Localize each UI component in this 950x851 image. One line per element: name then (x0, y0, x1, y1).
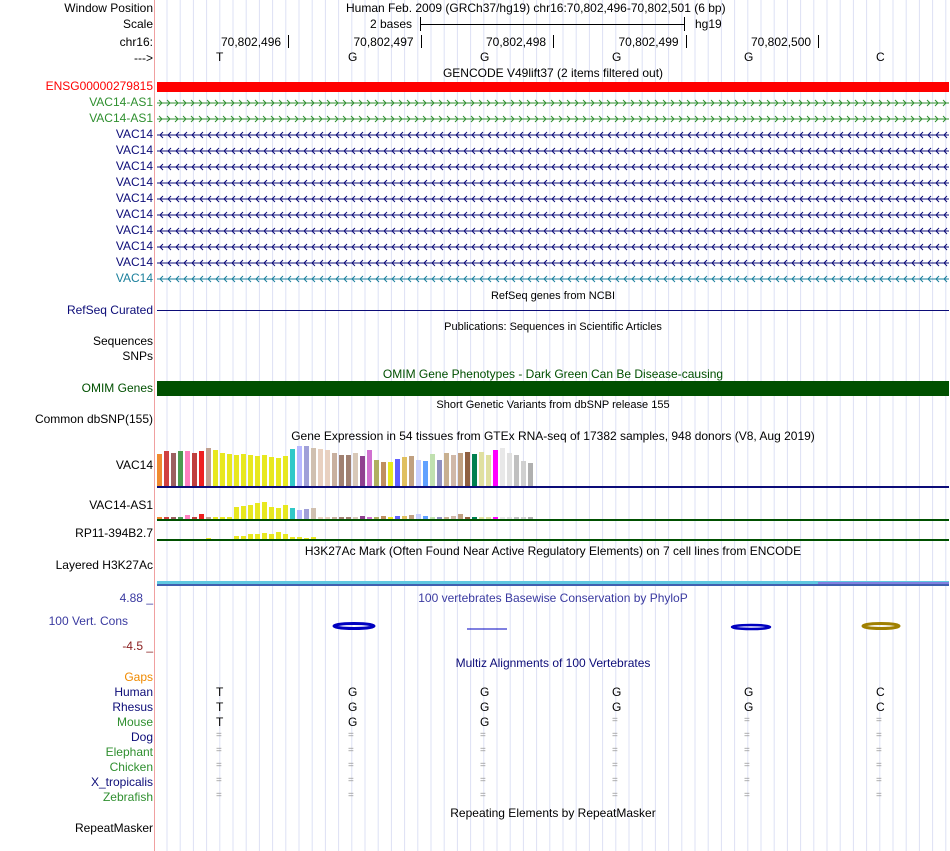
gtex-tissue-bar[interactable] (269, 507, 274, 519)
ruler-position-label: 70,802,498 (486, 35, 547, 49)
multiz-base: = (876, 745, 882, 756)
gtex-row-label[interactable]: RP11-394B2.7 (75, 526, 153, 540)
gtex-tissue-bar[interactable] (318, 517, 323, 519)
multiz-base: = (480, 760, 486, 771)
gtex-tissue-bar[interactable] (479, 452, 484, 486)
gtex-tissue-bar[interactable] (486, 455, 491, 486)
phylop-logo-g1 (334, 624, 374, 629)
gtex-tissue-bar[interactable] (234, 455, 239, 486)
gtex-tissue-bar[interactable] (234, 536, 239, 539)
gtex-tissue-bar[interactable] (199, 514, 204, 519)
ruler-position-label: 70,802,496 (221, 35, 282, 49)
phylop-glyphs (155, 600, 950, 650)
label-separator (154, 0, 155, 851)
h3k27ac-signal-right (818, 582, 949, 584)
phylop-track-title: 100 vertebrates Basewise Conservation by PhyloP (418, 591, 688, 605)
gtex-tissue-bar[interactable] (283, 456, 288, 486)
gtex-tissue-bar[interactable] (409, 515, 414, 519)
multiz-base: = (744, 775, 750, 786)
scale-bar (420, 24, 685, 25)
gtex-tissue-bar[interactable] (255, 503, 260, 519)
gtex-tissue-bar[interactable] (213, 517, 218, 519)
multiz-base: T (216, 700, 224, 714)
gtex-tissue-bar[interactable] (290, 508, 295, 519)
gtex-tissue-bar[interactable] (437, 460, 442, 486)
strand-label: ---> (134, 51, 153, 65)
multiz-base: = (612, 715, 618, 726)
gtex-tissue-bar[interactable] (178, 451, 183, 486)
gencode-transcript-line[interactable] (157, 207, 949, 222)
gtex-tissue-bar[interactable] (346, 455, 351, 486)
gtex-tissue-bar[interactable] (171, 517, 176, 519)
gtex-tissue-bar[interactable] (297, 446, 302, 486)
phylop-track-label[interactable]: 100 Vert. Cons (48, 614, 128, 628)
gtex-tissue-bar[interactable] (248, 505, 253, 519)
window-position-label: Window Position (64, 1, 153, 15)
sequences-track-label[interactable]: Sequences (92, 334, 153, 348)
gtex-tissue-bar[interactable] (206, 517, 211, 519)
gencode-track-title: GENCODE V49lift37 (2 items filtered out) (442, 66, 664, 80)
gtex-tissue-bar[interactable] (297, 510, 302, 519)
multiz-base: = (876, 730, 882, 741)
ruler-tick (288, 35, 289, 48)
gtex-tissue-bar[interactable] (304, 509, 309, 519)
gencode-transcript-line[interactable] (157, 127, 949, 142)
multiz-base: = (348, 790, 354, 801)
gtex-tissue-bar[interactable] (430, 454, 435, 486)
gencode-row-label[interactable]: VAC14 (115, 143, 153, 157)
gtex-tissue-bar[interactable] (290, 537, 295, 539)
omim-track-label[interactable]: OMIM Genes (81, 381, 153, 395)
scale-bar-left-tick (420, 17, 421, 31)
multiz-base: G (612, 685, 622, 699)
multiz-base: = (216, 745, 222, 756)
gtex-tissue-bar[interactable] (304, 538, 309, 539)
gtex-tissue-bar[interactable] (423, 461, 428, 486)
gtex-tissue-bar[interactable] (346, 517, 351, 519)
gtex-row-label[interactable]: VAC14-AS1 (89, 498, 153, 512)
multiz-base: = (876, 715, 882, 726)
gtex-tissue-bar[interactable] (276, 458, 281, 486)
gtex-tissue-bar[interactable] (269, 534, 274, 539)
gencode-row-label[interactable]: VAC14 (115, 159, 153, 173)
gencode-row-label[interactable]: VAC14 (115, 223, 153, 237)
gencode-row-label[interactable]: VAC14-AS1 (89, 95, 153, 109)
gtex-tissue-bar[interactable] (311, 448, 316, 486)
repeatmasker-track-label[interactable]: RepeatMasker (74, 821, 153, 835)
sequence-base: C (876, 50, 885, 64)
gtex-tissue-bar[interactable] (444, 517, 449, 519)
gtex-tissue-bar[interactable] (185, 515, 190, 519)
gtex-tissue-bar[interactable] (276, 508, 281, 519)
multiz-species-label[interactable]: Dog (130, 730, 153, 744)
multiz-base: = (216, 730, 222, 741)
multiz-track-title: Multiz Alignments of 100 Vertebrates (455, 656, 651, 670)
phylop-max-label: 4.88 _ (119, 591, 153, 605)
assembly-position-text: Human Feb. 2009 (GRCh37/hg19) chr16:70,802,496-70,802,501 (6 bp) (346, 1, 726, 15)
gtex-tissue-bar[interactable] (507, 517, 512, 519)
multiz-base: G (348, 715, 358, 729)
chrom-label: chr16: (119, 35, 153, 49)
sequence-base: G (744, 50, 754, 64)
gtex-tissue-bar[interactable] (164, 451, 169, 486)
gtex-tissue-bar[interactable] (269, 457, 274, 486)
gtex-tissue-bar[interactable] (367, 517, 372, 519)
gencode-transcript-line[interactable] (157, 271, 949, 286)
ruler-tick (421, 35, 422, 48)
gtex-tissue-bar[interactable] (157, 517, 162, 519)
multiz-base: = (876, 790, 882, 801)
multiz-base: = (348, 745, 354, 756)
sequence-base: G (480, 50, 490, 64)
gencode-transcript-line[interactable] (157, 111, 949, 126)
gtex-tissue-bar[interactable] (423, 516, 428, 519)
multiz-species-label[interactable]: Zebrafish (102, 790, 153, 804)
sequence-base: G (612, 50, 622, 64)
multiz-base: G (480, 715, 490, 729)
multiz-base: C (876, 685, 885, 699)
phylop-logo-c (863, 624, 899, 629)
gtex-tissue-bar[interactable] (402, 457, 407, 486)
gtex-tissue-bar[interactable] (367, 450, 372, 486)
multiz-base: G (348, 685, 358, 699)
gtex-tissue-bar[interactable] (290, 449, 295, 486)
gtex-tissue-bar[interactable] (395, 516, 400, 519)
multiz-base: = (216, 760, 222, 771)
snps-track-label[interactable]: SNPs (122, 349, 153, 363)
gtex-tissue-bar[interactable] (339, 517, 344, 519)
multiz-base: = (612, 730, 618, 741)
scale-text: 2 bases (370, 17, 413, 31)
gencode-transcript-line[interactable] (157, 159, 949, 174)
gtex-tissue-bar[interactable] (178, 517, 183, 519)
h3k27ac-track-label[interactable]: Layered H3K27Ac (55, 558, 153, 572)
scale-bar-right-tick (684, 17, 685, 31)
gtex-tissue-bar[interactable] (255, 456, 260, 486)
gtex-tissue-bar[interactable] (304, 446, 309, 486)
multiz-base: = (744, 715, 750, 726)
multiz-base: = (480, 730, 486, 741)
multiz-base: = (876, 775, 882, 786)
phylop-logo-g4 (732, 625, 770, 629)
gencode-row-label[interactable]: VAC14 (115, 175, 153, 189)
multiz-base: = (744, 730, 750, 741)
multiz-species-label[interactable]: Chicken (109, 760, 153, 774)
gtex-tissue-bar[interactable] (192, 517, 197, 519)
gtex-tissue-bar[interactable] (458, 453, 463, 486)
multiz-base: = (480, 745, 486, 756)
gtex-tissue-bar[interactable] (521, 517, 526, 519)
gtex-tissue-bar[interactable] (339, 455, 344, 486)
gtex-tissue-bar[interactable] (479, 517, 484, 519)
gtex-tissue-bar[interactable] (283, 505, 288, 519)
gencode-row-label[interactable]: VAC14 (115, 255, 153, 269)
multiz-base: C (876, 700, 885, 714)
gtex-tissue-bar[interactable] (311, 537, 316, 539)
ruler-position-label: 70,802,497 (353, 35, 414, 49)
multiz-base: = (612, 790, 618, 801)
multiz-gaps-label[interactable]: Gaps (124, 670, 153, 684)
gtex-tissue-bar[interactable] (262, 502, 267, 519)
multiz-base: = (480, 775, 486, 786)
refseq-track-title: RefSeq genes from NCBI (490, 290, 616, 302)
gtex-tissue-bar[interactable] (514, 517, 519, 519)
gtex-tissue-bar[interactable] (360, 456, 365, 486)
h3k27ac-baseline (157, 584, 949, 586)
sequence-base: T (216, 50, 224, 64)
ruler-tick (553, 35, 554, 48)
gencode-row-label[interactable]: VAC14 (115, 239, 153, 253)
multiz-base: = (216, 790, 222, 801)
gtex-tissue-bar[interactable] (227, 454, 232, 486)
gtex-tissue-bar[interactable] (220, 453, 225, 486)
ruler-tick (686, 35, 687, 48)
gtex-tissue-bar[interactable] (248, 534, 253, 539)
multiz-base: = (612, 745, 618, 756)
gtex-tissue-bar[interactable] (486, 517, 491, 519)
gtex-tissue-bar[interactable] (395, 459, 400, 486)
gencode-row-label[interactable]: VAC14 (115, 207, 153, 221)
multiz-base: T (216, 715, 224, 729)
gtex-tissue-bar[interactable] (374, 460, 379, 486)
gtex-tissue-bar[interactable] (388, 517, 393, 519)
gencode-row-label[interactable]: VAC14-AS1 (89, 111, 153, 125)
gencode-transcript-line[interactable] (157, 239, 949, 254)
refseq-line (157, 310, 949, 311)
multiz-base: G (612, 700, 622, 714)
gtex-tissue-bar[interactable] (199, 451, 204, 486)
gtex-tissue-bar[interactable] (374, 517, 379, 519)
gtex-tissue-bar[interactable] (241, 536, 246, 539)
gtex-tissue-bar[interactable] (255, 534, 260, 539)
gtex-tissue-bar[interactable] (430, 517, 435, 519)
dbsnp-track-title: Short Genetic Variants from dbSNP release 155 (436, 399, 670, 411)
multiz-base: = (744, 745, 750, 756)
gtex-tissue-bar[interactable] (388, 462, 393, 486)
sequence-base: G (348, 50, 358, 64)
gtex-tissue-bar[interactable] (297, 537, 302, 539)
refseq-track-label[interactable]: RefSeq Curated (66, 303, 153, 317)
multiz-base: = (480, 790, 486, 801)
gtex-tissue-bar[interactable] (528, 463, 533, 486)
multiz-base: G (348, 700, 358, 714)
multiz-species-label[interactable]: Rhesus (112, 700, 153, 714)
gtex-tissue-bar[interactable] (220, 517, 225, 519)
gencode-row-label[interactable]: VAC14 (115, 191, 153, 205)
gtex-tissue-bar[interactable] (402, 516, 407, 519)
multiz-species-label[interactable]: Mouse (116, 715, 153, 729)
gtex-tissue-bar[interactable] (248, 455, 253, 486)
gtex-tissue-bar[interactable] (318, 449, 323, 486)
gtex-tissue-bar[interactable] (416, 514, 421, 519)
gtex-tissue-bar[interactable] (493, 517, 498, 519)
gencode-transcript-line[interactable] (157, 95, 949, 110)
multiz-base: = (216, 775, 222, 786)
phylop-min-label: -4.5 _ (122, 639, 153, 653)
gtex-tissue-bar[interactable] (213, 450, 218, 486)
gtex-tissue-bar[interactable] (157, 454, 162, 486)
gencode-transcript-line[interactable] (157, 175, 949, 190)
gtex-tissue-bar[interactable] (185, 451, 190, 486)
gtex-tissue-bar[interactable] (325, 517, 330, 519)
gtex-tissue-bar[interactable] (493, 450, 498, 486)
gtex-tissue-bar[interactable] (500, 448, 505, 486)
ruler-position-label: 70,802,500 (751, 35, 812, 49)
gtex-tissue-bar[interactable] (164, 517, 169, 519)
gtex-tissue-bar[interactable] (444, 453, 449, 486)
multiz-base: G (480, 685, 490, 699)
gtex-tissue-bar[interactable] (514, 455, 519, 486)
scale-label: Scale (122, 17, 153, 31)
multiz-base: = (876, 760, 882, 771)
gtex-tissue-bar[interactable] (171, 453, 176, 486)
gtex-tissue-bar[interactable] (241, 506, 246, 519)
multiz-species-label[interactable]: X_tropicalis (90, 775, 153, 789)
gtex-tissue-bar[interactable] (521, 461, 526, 486)
repeatmasker-track-title: Repeating Elements by RepeatMasker (450, 806, 656, 820)
gtex-tissue-bar[interactable] (465, 517, 470, 519)
gtex-tissue-bar[interactable] (353, 517, 358, 519)
gtex-row-label[interactable]: VAC14 (115, 458, 153, 472)
multiz-base: = (744, 760, 750, 771)
gtex-tissue-bar[interactable] (262, 455, 267, 486)
gtex-tissue-bar[interactable] (192, 453, 197, 486)
gtex-tissue-bar[interactable] (437, 517, 442, 519)
multiz-base: G (744, 685, 754, 699)
multiz-base: G (744, 700, 754, 714)
gencode-transcript-line[interactable] (157, 143, 949, 158)
gtex-tissue-bar[interactable] (472, 517, 477, 519)
gtex-tissue-bar[interactable] (451, 516, 456, 519)
dbsnp-track-label[interactable]: Common dbSNP(155) (34, 412, 153, 426)
gencode-transcript-line[interactable] (157, 191, 949, 206)
gtex-tissue-bar[interactable] (458, 514, 463, 519)
gtex-tissue-bar[interactable] (381, 516, 386, 519)
gtex-tissue-bar[interactable] (311, 508, 316, 519)
gtex-tissue-bar[interactable] (451, 455, 456, 486)
gtex-tissue-bar[interactable] (528, 517, 533, 519)
gtex-tissue-bar[interactable] (353, 453, 358, 486)
gtex-tissue-bar[interactable] (472, 454, 477, 486)
gtex-row-baseline (157, 539, 949, 541)
gtex-tissue-bar[interactable] (325, 450, 330, 486)
multiz-base: = (612, 760, 618, 771)
h3k27ac-track-title: H3K27Ac Mark (Often Found Near Active Regulatory Elements) on 7 cell lines from ENCODE (304, 544, 802, 558)
gtex-tissue-bar[interactable] (381, 462, 386, 486)
gtex-tissue-bar[interactable] (206, 538, 211, 539)
gtex-tissue-bar[interactable] (409, 456, 414, 486)
gencode-row-label[interactable]: ENSG00000279815 (45, 79, 153, 93)
gencode-transcript-line[interactable] (157, 255, 949, 270)
gtex-tissue-bar[interactable] (206, 448, 211, 486)
multiz-base: = (744, 790, 750, 801)
multiz-base: T (216, 685, 224, 699)
gtex-tissue-bar[interactable] (227, 517, 232, 519)
multiz-base: = (348, 775, 354, 786)
gtex-tissue-bar[interactable] (465, 452, 470, 486)
gencode-row-label[interactable]: VAC14 (115, 127, 153, 141)
gtex-tissue-bar[interactable] (360, 516, 365, 519)
gtex-tissue-bar[interactable] (262, 533, 267, 539)
gtex-tissue-bar[interactable] (500, 517, 505, 519)
multiz-base: = (612, 775, 618, 786)
multiz-species-label[interactable]: Human (114, 685, 153, 699)
gtex-tissue-bar[interactable] (283, 534, 288, 539)
gtex-row-baseline (157, 486, 949, 488)
ruler-tick (818, 35, 819, 48)
gtex-tissue-bar[interactable] (276, 532, 281, 539)
gtex-tissue-bar[interactable] (332, 453, 337, 486)
gtex-tissue-bar[interactable] (234, 507, 239, 519)
multiz-base: = (348, 760, 354, 771)
multiz-base: G (480, 700, 490, 714)
gencode-transcript-line[interactable] (157, 223, 949, 238)
gtex-tissue-bar[interactable] (241, 454, 246, 486)
ruler-position-label: 70,802,499 (618, 35, 679, 49)
omim-bar[interactable] (157, 381, 949, 396)
gtex-tissue-bar[interactable] (332, 517, 337, 519)
gtex-tissue-bar[interactable] (416, 460, 421, 486)
gtex-track-title: Gene Expression in 54 tissues from GTEx RNA-seq of 17382 samples, 948 donors (V8, Aug 2019) (291, 429, 815, 443)
scale-db-text: hg19 (695, 17, 722, 31)
gencode-feature-bar[interactable] (157, 82, 949, 92)
publications-track-title: Publications: Sequences in Scientific Articles (444, 321, 662, 333)
multiz-base: = (348, 730, 354, 741)
gencode-row-label[interactable]: VAC14 (115, 271, 153, 285)
gtex-row-baseline (157, 519, 949, 521)
multiz-species-label[interactable]: Elephant (105, 745, 153, 759)
gtex-tissue-bar[interactable] (507, 453, 512, 486)
omim-track-title: OMIM Gene Phenotypes - Dark Green Can Be Disease-causing (382, 367, 724, 381)
